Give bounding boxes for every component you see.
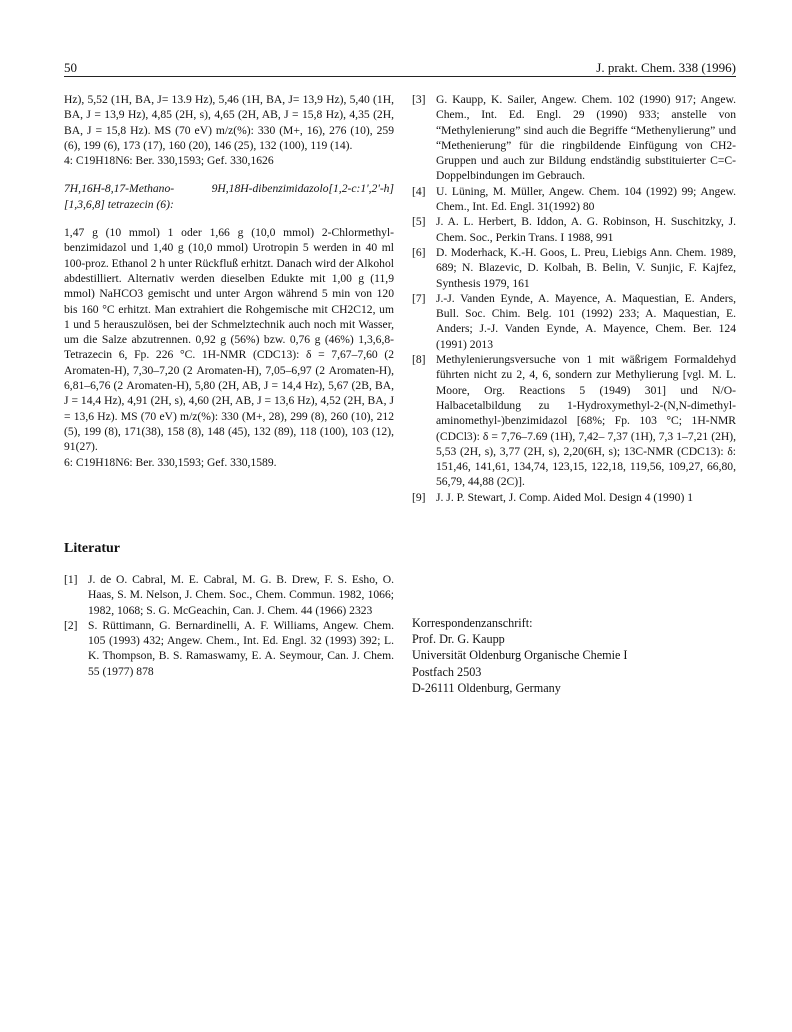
literatur-list <box>64 572 394 679</box>
reference-item <box>412 92 736 184</box>
reference-text: S. Rüttimann, G. Bernardinelli, A. F. Williams, Angew. Chem. 105 (1993) 432; Angew. Chem., Int. Ed. Engl. 32 (1993) 392; L. K. Thompson, B. S. Ramaswamy, E. A. Seymour, Can. J. Chem. 55 (1977) 878 <box>88 618 394 678</box>
page-header <box>64 60 736 77</box>
address-city: D-26111 Oldenburg, Germany <box>412 680 561 695</box>
address-postbox: Postfach 2503 <box>412 664 482 679</box>
literatur-heading: Literatur <box>64 541 120 556</box>
reference-text: D. Moderhack, K.-H. Goos, L. Preu, Liebigs Ann. Chem. 1989, 689; N. Blazevic, D. Kolbah, B. Belin, V. Sunjic, F. Kajfez, Synthesis 1979, 161 <box>436 245 736 290</box>
reference-item <box>412 352 736 490</box>
reference-text: J. J. P. Stewart, J. Comp. Aided Mol. Design 4 (1990) 1 <box>436 490 693 504</box>
formula-line-4: 4: C19H18N6: Ber. 330,1593; Gef. 330,1626 <box>64 154 274 168</box>
correspondence-address <box>412 615 736 696</box>
right-column-references <box>412 92 736 505</box>
reference-item <box>412 214 736 245</box>
page-number: 50 <box>64 60 77 75</box>
reference-text: J. A. L. Herbert, B. Iddon, A. G. Robinson, H. Suschitzky, J. Chem. Soc., Perkin Trans. I 1988, 991 <box>436 215 736 244</box>
reference-text: Methylenierungsversuche von 1 mit wäßrigem Formaldehyd führten nicht zu 2, 4, 6, sondern zur Methylierung [vgl. M. L. Moore, Org. Reactions 5 (1949) 301] und N/O-Halbacetalbildung zu 1-Hydroxymethyl-2-(N,N-dimethyl-aminomethyl-)benzimidazol [68%; Fp. 103 °C; 1H-NMR (CDCl3): δ = 7,76–7.69 (1H), 7,42– 7,37 (1H), 7,3 1–7,21 (2H), 5,53 (2H, s), 3,77 (2H, s), 2,20(6H, s); 13C-NMR (CDC13): δ: 151,46, 141,61, 134,74, 123,15, 122,18, 119,56, 109,27, 66,80, 56,79, 44,88 (2C)]. <box>436 353 736 489</box>
reference-number: [7] <box>412 291 426 305</box>
reference-number: [5] <box>412 215 426 229</box>
procedure-paragraph: 1,47 g (10 mmol) 1 oder 1,66 g (10,0 mmol) 2-Chlormethyl-benzimidazol und 1,40 g (10,0 mmol) Urotropin 5 werden in 40 ml 100-proz. Ethanol 2 h unter Rückfluß erhitzt. Danach wird der Alkohol abdestilliert. Alternativ werden dieselben Edukte mit 1,00 g (11,9 mmol) NaHCO3 gemischt und unter Argon während 5 min von 120 bis 160 °C erhitzt. Man extrahiert die Rohgemische mit CH2C12, um 1 und 5 herauszulösen, bei der Schmelztechnik auch noch mit Wasser, um die Salze abzutrennen. 0,92 g (56%) bzw. 0,76 g (46%) 1,3,6,8-Tetrazecin 6, Fp. 226 °C. 1H-NMR (CDC13): δ = 7,67–7,60 (2 Aromaten-H), 7,30–7,20 (2 Aromaten-H), 7,05–6,97 (2 Aromaten-H), 6,81–6,76 (2 Aromaten-H), 5,80 (2H, AB, J = 14,4 Hz), 5,67 (2B, BA, J = 14,4 Hz), 4,91 (2H, s), 4,60 (2H, AB, J = 13,6 Hz), 4,52 (2H, BA, J = 13,6 Hz). MS (70 eV) m/z(%): 330 (M+, 28), 299 (8), 260 (10), 212 (5), 199 (8), 171(38), 158 (8), 148 (45), 132 (89), 118 (100), 103 (12), 91(27). <box>64 226 394 454</box>
reference-number: [3] <box>412 93 426 106</box>
reference-number: [2] <box>64 618 78 632</box>
reference-item <box>64 572 394 618</box>
reference-number: [6] <box>412 245 426 259</box>
reference-item <box>64 618 394 679</box>
reference-number: [8] <box>412 353 426 367</box>
reference-item <box>412 245 736 291</box>
reference-number: [9] <box>412 490 426 504</box>
reference-text: J.-J. Vanden Eynde, A. Mayence, A. Maquestian, E. Anders, Bull. Soc. Chim. Belg. 101 (1992) 233; A. Maquestian, E. Anders; J.-J. Vanden Eynde, A. Mayence, Chem. Ber. 124 (1991) 2013 <box>436 291 736 351</box>
reference-text: U. Lüning, M. Müller, Angew. Chem. 104 (1992) 99; Angew. Chem., Int. Ed. Engl. 31(1992) 80 <box>436 184 736 214</box>
address-institute: Universität Oldenburg Organische Chemie I <box>412 648 628 663</box>
nmr-continuation: Hz), 5,52 (1H, BA, J= 13.9 Hz), 5,46 (1H, BA, J= 13,9 Hz), 5,40 (1H, BA, J = 13,9 Hz), 4,85 (2H, s), 4,65 (2H, AB, J = 15,8 Hz), 4,35 (2H, BA, J = 15,8 Hz). MS (70 eV) m/z(%): 330 (M+, 16), 276 (10), 259 (6), 199 (6), 173 (17), 160 (20), 146 (25), 132 (100), 119 (14). <box>64 93 394 152</box>
reference-item <box>412 291 736 352</box>
reference-number: [1] <box>64 573 78 586</box>
reference-number: [4] <box>412 184 426 198</box>
compound-title: 7H,16H-8,17-Methano- 9H,18H-dibenzimidazolo[1,2-c:1',2'-h][1,3,6,8] tetrazecin (6): <box>64 182 394 211</box>
address-label: Korrespondenzanschrift: <box>412 616 533 630</box>
left-column <box>64 92 394 470</box>
formula-line-6: 6: C19H18N6: Ber. 330,1593; Gef. 330,1589. <box>64 455 277 469</box>
address-name: Prof. Dr. G. Kaupp <box>412 632 505 647</box>
reference-text: G. Kaupp, K. Sailer, Angew. Chem. 102 (1990) 917; Angew. Chem., Int. Ed. Engl. 29 (1990) 933; anstelle von “Methylenierung” sind auch die Begriffe “Methenylierung” und “Methenierung” für die ringbildende Einfügung von CH2-Gruppen und auch zur Bildung endständig substituierter C=C-Doppelbindungen im Gebrauch. <box>436 93 736 183</box>
journal-citation: J. prakt. Chem. 338 (1996) <box>596 60 736 75</box>
reference-text: J. de O. Cabral, M. E. Cabral, M. G. B. Drew, F. S. Esho, O. Haas, S. M. Nelson, J. Chem. Soc., Chem. Commun. 1982, 1066; 1982, 1068; S. G. McGeachin, Can. J. Chem. 44 (1966) 2323 <box>88 573 394 617</box>
reference-item <box>412 184 736 215</box>
reference-item <box>412 490 736 505</box>
